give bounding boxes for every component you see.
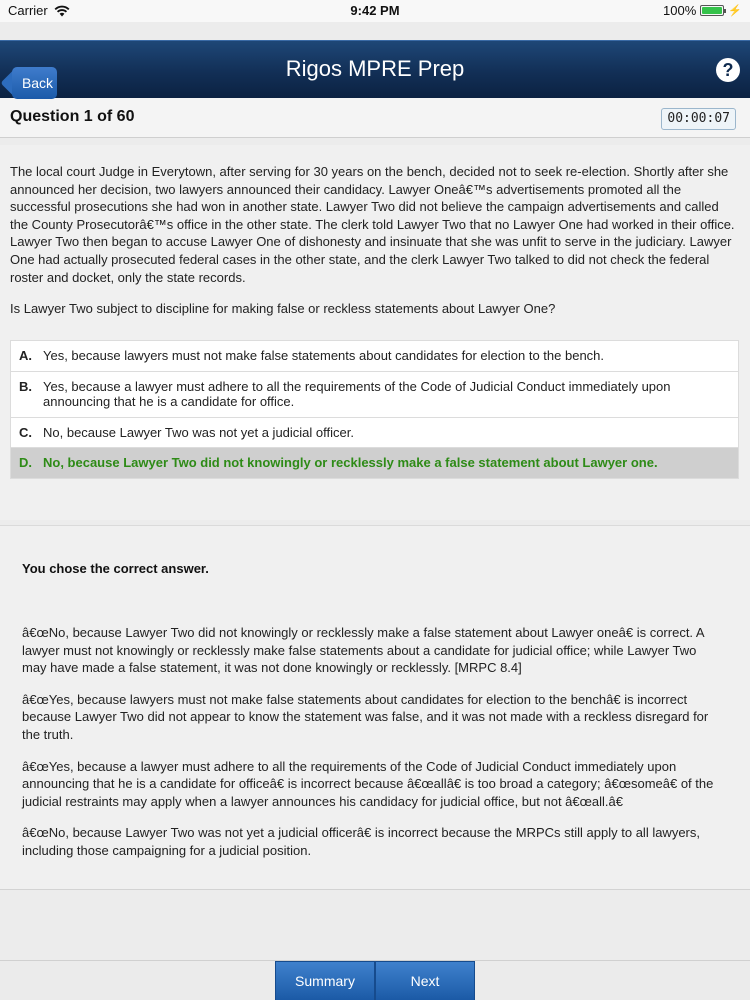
answer-option-a[interactable] <box>10 340 739 371</box>
question-counter: Question 1 of 60 <box>10 108 135 125</box>
bottom-toolbar <box>0 960 750 1000</box>
question-stem: The local court Judge in Everytown, after serving for 30 years on the bench, decided not to seek re-election. Shortly after she announced her decision, two lawyers announced their candidacy. Lawyer Oneâ€™s advertisements promoted all the successful prosecutions she had won in another state. Lawyer Two did not believe the campaign advertisements and called the County Prosecutorâ€™s office in the other state. The clerk told Lawyer Two that no Lawyer One had worked in their office. Lawyer Two then began to accuse Lawyer One of dishonesty and insinuate that she was unfit to serve in the judiciary. Lawyer One had actually prosecuted federal cases in the other state, and the clerk Lawyer Two talked to did not check the federal roster and docket, only the state records. <box>10 164 735 285</box>
option-text: Yes, because lawyers must not make false statements about candidates for election to the bench. <box>43 348 605 363</box>
back-button-wrap[interactable] <box>6 54 54 91</box>
question-panel <box>0 145 750 520</box>
answer-options <box>10 340 739 479</box>
option-text: No, because Lawyer Two did not knowingly or recklessly make a false statement about Lawyer one. <box>43 455 658 470</box>
carrier-label: Carrier <box>8 3 48 18</box>
explanation-paragraph: â€œYes, because lawyers must not make false statements about candidates for election to the benchâ€ is incorrect because Lawyer Two did not appear to know the statement was false, and it was not made with a reckless disregard for the truth. <box>22 691 709 742</box>
explanation-paragraph: â€œNo, because Lawyer Two was not yet a judicial officerâ€ is incorrect because the MRPCs still apply to all lawyers, including those campaigning for a judicial position. <box>22 825 700 858</box>
next-button[interactable]: Next <box>375 961 475 1000</box>
help-question-icon[interactable]: ? <box>716 58 740 82</box>
status-bar <box>0 0 750 22</box>
explanation-text <box>22 624 722 874</box>
battery-fill <box>702 7 722 14</box>
summary-button[interactable]: Summary <box>275 961 375 1000</box>
battery-percent: 100% <box>663 3 697 18</box>
option-letter: B. <box>19 378 32 394</box>
elapsed-timer: 00:00:07 <box>661 108 736 130</box>
option-text: No, because Lawyer Two was not yet a judicial officer. <box>43 424 354 440</box>
back-button[interactable]: Back <box>12 67 57 99</box>
result-message: You chose the correct answer. <box>22 561 209 576</box>
battery-icon <box>700 5 724 16</box>
navigation-bar <box>0 40 750 98</box>
option-text: Yes, because a lawyer must adhere to all the requirements of the Code of Judicial Conduct immediately upon announcing that he is a candidate for office. <box>43 378 671 409</box>
explanation-panel <box>0 525 750 890</box>
option-letter: D. <box>19 455 32 470</box>
status-time: 9:42 PM <box>350 3 400 18</box>
explanation-paragraph: â€œNo, because Lawyer Two did not knowingly or recklessly make a false statement about Lawyer oneâ€ is correct. A lawyer must not knowingly or recklessly make false statements about a candidate for judicial office; while Lawyer Two may have made a false statement, it was not done knowingly or recklessly. [MRPC 8.4] <box>22 625 704 676</box>
app-title: Rigos MPRE Prep <box>285 56 465 81</box>
explanation-paragraph: â€œYes, because a lawyer must adhere to all the requirements of the Code of Judicial Conduct immediately upon announcing that he is a candidate for officeâ€ is incorrect because â€œallâ€ is too broad a category; â€œsomeâ€ of the judicial restraints may apply when a lawyer announces his candidacy for judicial office, but not â€œall.â€ <box>22 758 714 809</box>
question-prompt: Is Lawyer Two subject to discipline for making false or reckless statements about Lawyer One? <box>10 301 556 316</box>
option-letter: A. <box>19 348 32 363</box>
question-header <box>0 98 750 138</box>
option-letter: C. <box>19 424 32 440</box>
answer-option-b[interactable] <box>10 371 739 417</box>
answer-option-c[interactable] <box>10 417 739 448</box>
answer-option-d[interactable] <box>10 447 739 479</box>
battery-tip <box>724 9 726 13</box>
charging-bolt-icon: ⚡ <box>728 5 742 17</box>
status-right <box>663 3 742 18</box>
